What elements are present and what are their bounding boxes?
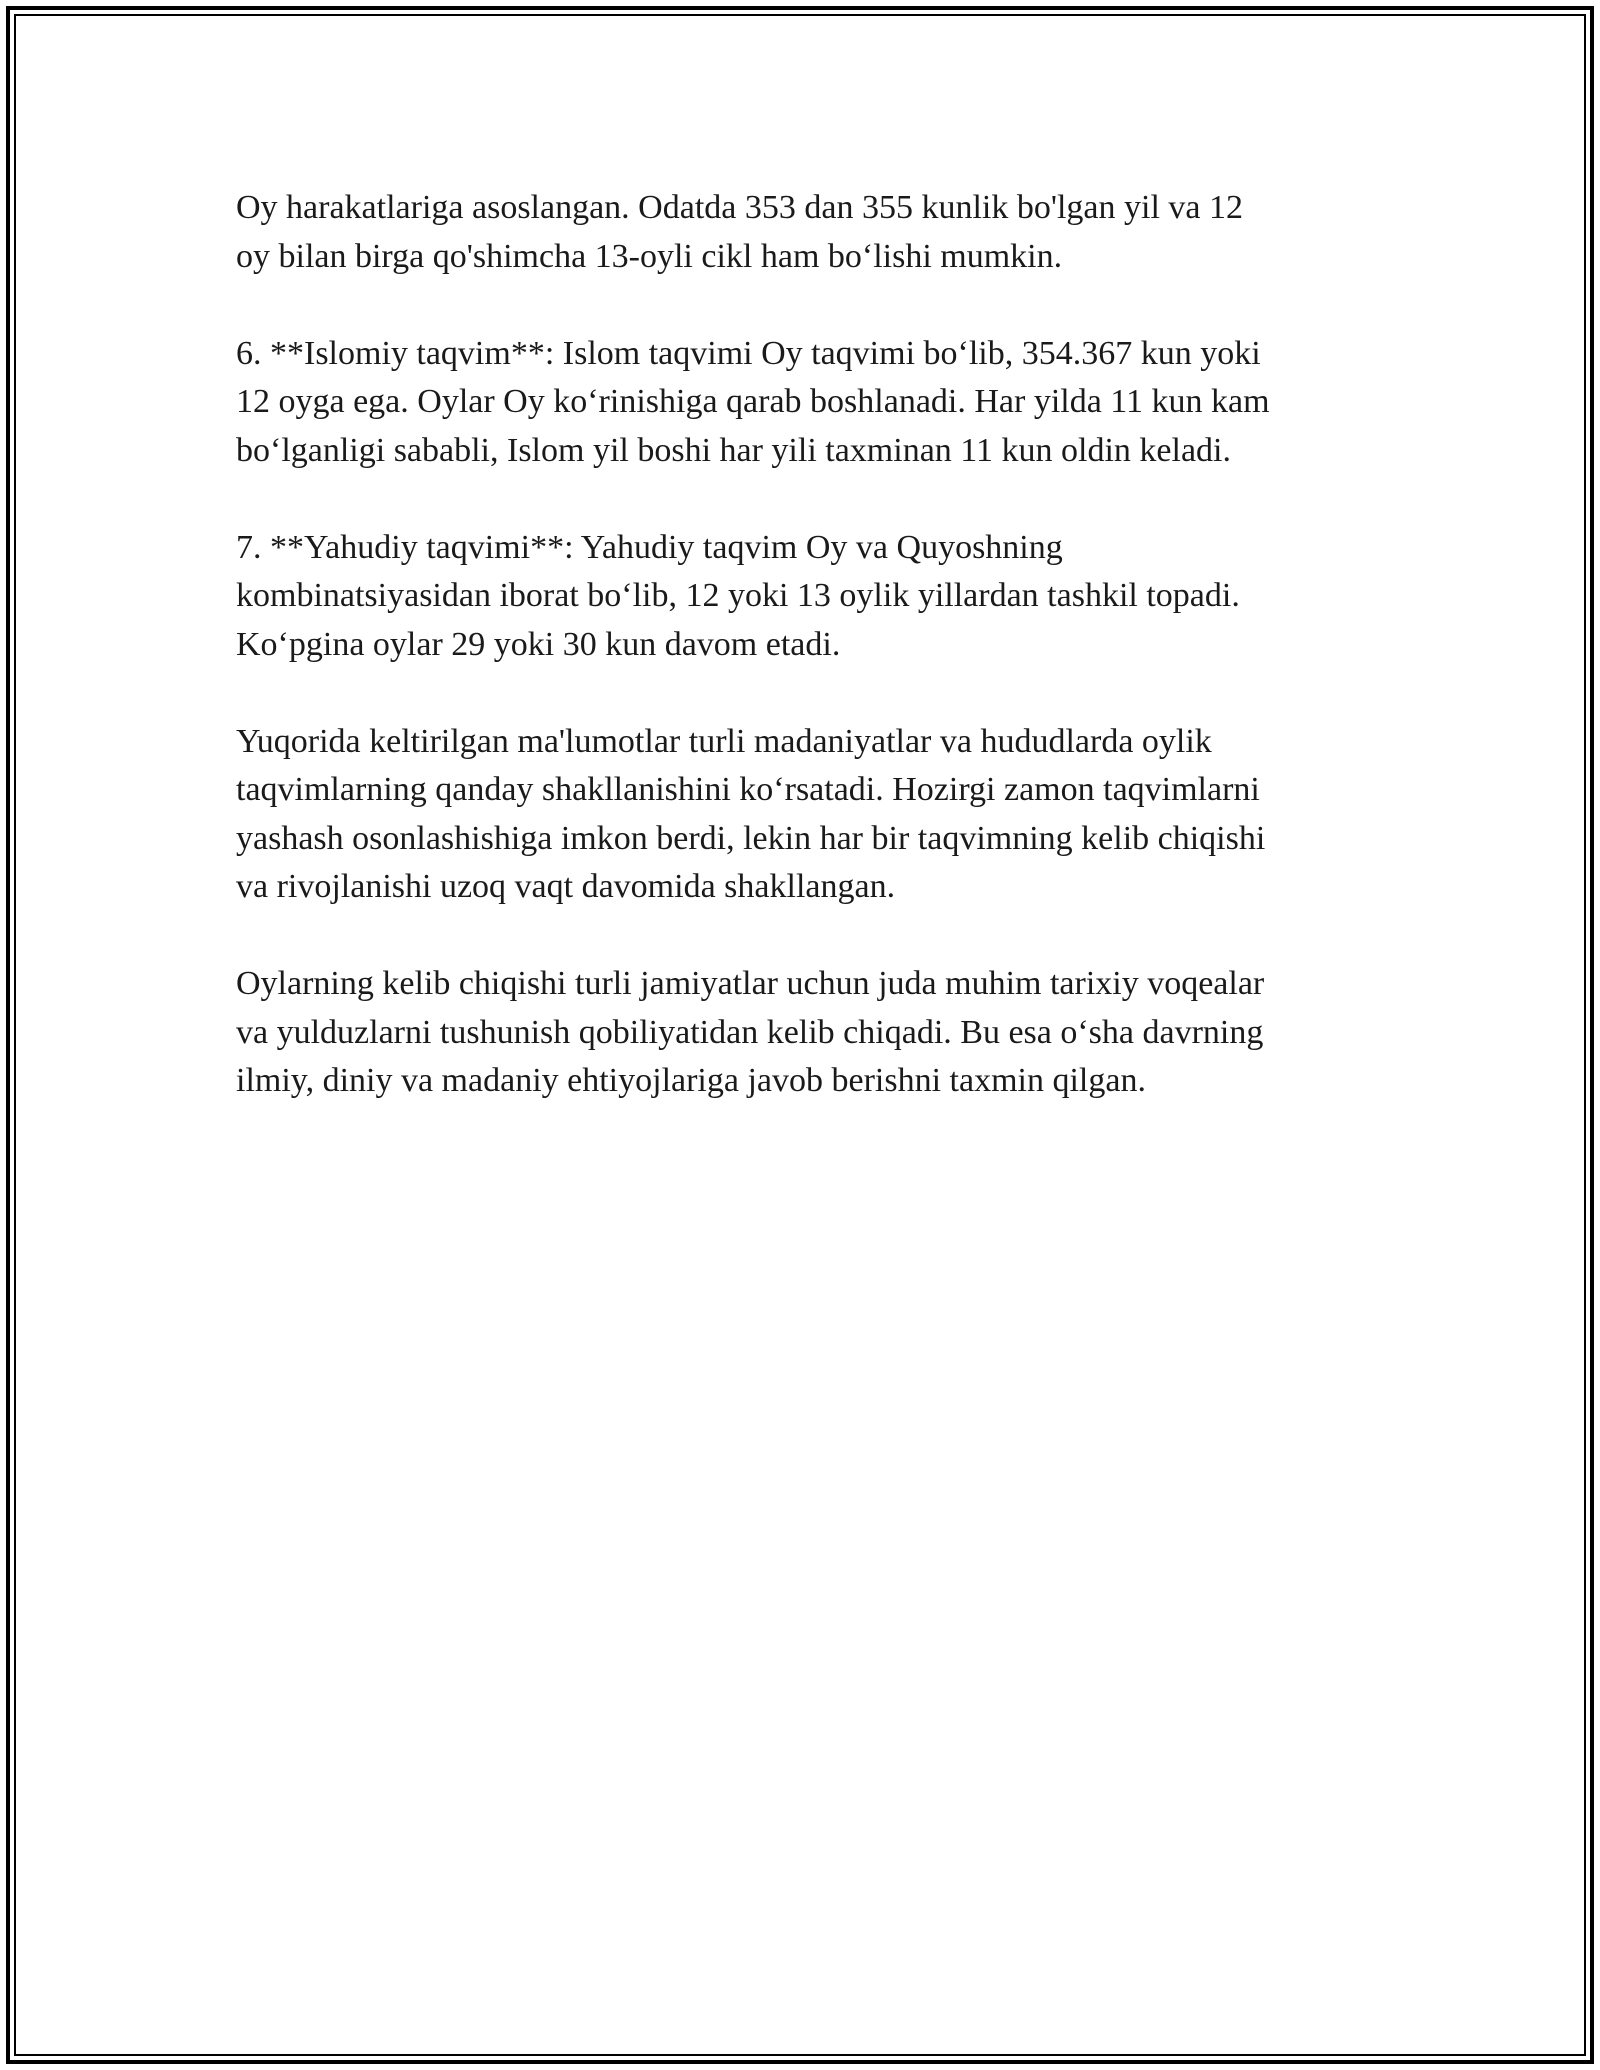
text-line: ilmiy, diniy va madaniy ehtiyojlariga javob berishni taxmin qilgan. [236,1062,1146,1099]
text-line: va yulduzlarni tushunish qobiliyatidan kelib chiqadi. Bu esa o‘sha davrning [236,1013,1264,1051]
text-line: taqvimlarning qanday shakllanishini ko‘rsatadi. Hozirgi zamon taqvimlarni [236,771,1260,808]
text-line: oy bilan birga qo'shimcha 13-oyli cikl ham bo‘lishi mumkin. [236,237,1063,275]
text-line: va rivojlanishi uzoq vaqt davomida shakllangan. [236,868,896,905]
text-line: bo‘lganligi sababli, Islom yil boshi har yili taxminan 11 kun oldin keladi. [236,431,1231,469]
text-line: 12 oyga ega. Oylar Oy ko‘rinishiga qarab boshlanadi. Har yilda 11 kun kam [236,383,1270,420]
text-line: kombinatsiyasidan iborat bo‘lib, 12 yoki 13 oylik yillardan tashkil topadi. [236,577,1240,614]
paragraph-summary [236,718,1366,912]
text-line: Ko‘pgina oylar 29 yoki 30 kun davom etadi. [236,625,841,663]
text-line: Yuqorida keltirilgan ma'lumotlar turli madaniyatlar va hududlarda oylik [236,722,1212,760]
text-line: Oy harakatlariga asoslangan. Odatda 353 dan 355 kunlik bo'lgan yil va 12 [236,189,1243,226]
paragraph-jewish-calendar [236,524,1366,670]
paragraph-islamic-calendar [236,330,1366,476]
text-line: Oylarning kelib chiqishi turli jamiyatlar uchun juda muhim tarixiy voqealar [236,965,1265,1002]
paragraph-conclusion [236,960,1366,1106]
text-line: 7. **Yahudiy taqvimi**: Yahudiy taqvim Oy va Quyoshning [236,528,1063,566]
text-line: 6. **Islomiy taqvim**: Islom taqvimi Oy taqvimi bo‘lib, 354.367 kun yoki [236,334,1261,372]
document-body [236,184,1366,1106]
text-line: yashash osonlashishiga imkon berdi, lekin har bir taqvimning kelib chiqishi [236,819,1266,857]
paragraph-lunar-calendar-continuation [236,184,1366,281]
